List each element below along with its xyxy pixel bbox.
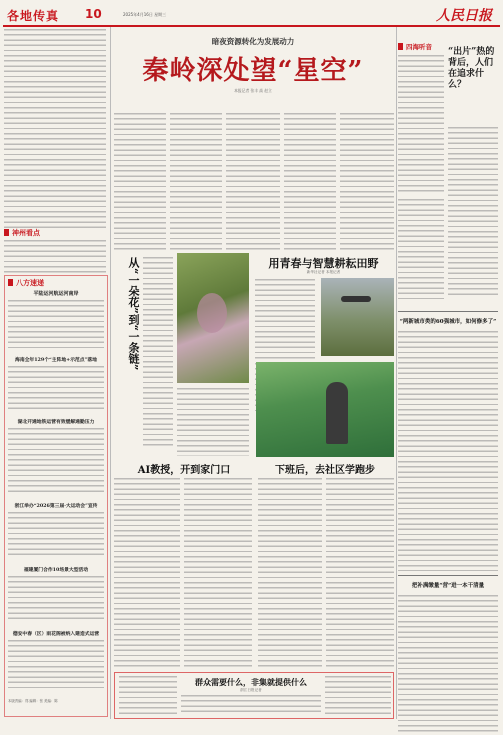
column-divider <box>110 27 111 719</box>
commentary2-text <box>398 595 498 735</box>
masthead <box>3 4 500 26</box>
page-number: 10 <box>85 7 102 21</box>
bottom-box <box>114 672 394 719</box>
brief-text <box>8 512 104 558</box>
footer-info: 本版责编：郑 编辑：张 美编：陈 <box>8 699 58 703</box>
commentary-title: “两新城市类的60强城市，如何修多了” <box>399 319 497 325</box>
greenhouse-photo <box>256 362 394 457</box>
flower-text <box>143 257 173 447</box>
main-title: 秦岭深处望“星空” <box>142 56 364 86</box>
intro-text <box>4 29 106 229</box>
brief-item <box>8 356 104 363</box>
main-headline-block <box>112 30 394 108</box>
photo-detail <box>197 293 227 333</box>
drone-photo <box>321 278 394 356</box>
flower-title: 从“一朵花”到“一条链” <box>127 257 140 371</box>
main-text-col <box>226 113 280 250</box>
left-column <box>4 27 110 717</box>
farm-text <box>255 279 315 359</box>
divider <box>398 311 498 312</box>
flower-text-2 <box>177 388 249 456</box>
brief-item <box>8 566 104 573</box>
ai-title: AI教授，开到家门口 <box>137 465 231 476</box>
main-text-col <box>114 113 166 250</box>
brief-title: 浙江举办“2026第三届·大运动会”宣传 <box>14 503 98 509</box>
shenzhou-header <box>4 227 106 238</box>
brief-item <box>8 630 104 637</box>
section-marker <box>398 43 403 50</box>
brief-title: 德安中春（区）雨花阁被纳入建造式运营 <box>12 631 100 637</box>
bafang-box <box>4 275 108 717</box>
main-text-col <box>340 113 394 250</box>
quote-text <box>448 127 498 297</box>
bottom-title: 群众需要什么，非集就提供什么 <box>195 677 307 687</box>
sihai-title: 四海听音 <box>406 43 432 51</box>
photo-person <box>326 382 348 444</box>
sihai-text <box>398 55 444 195</box>
shenzhou-text <box>4 240 106 273</box>
brief-text <box>8 640 104 692</box>
date-line: 2025年4月16日 星期三 <box>123 12 167 17</box>
sihai-text-2 <box>398 199 444 299</box>
brief-title: 湖北开通地铁运营有效缓解通勤压力 <box>17 419 95 425</box>
main-byline: 本报记者 张丰 高 赵立 <box>234 88 272 93</box>
school-text <box>326 478 394 668</box>
flower-photo <box>177 253 249 383</box>
brief-title: 福建厦门合作10场景大型活动 <box>23 567 89 573</box>
section-marker <box>8 279 13 286</box>
ai-text <box>184 478 252 668</box>
column-divider <box>396 27 397 719</box>
bottom-text <box>119 676 177 716</box>
main-text-col <box>284 113 336 250</box>
section-label: 各地传真 <box>7 9 60 23</box>
quote-title: “出片”热的背后，人们在追求什么？ <box>448 47 495 90</box>
main-kicker: 暗夜资源转化为发展动力 <box>211 37 295 46</box>
ai-text <box>114 478 180 668</box>
farm-title: 用青春与智慧耕耘田野 <box>268 257 379 270</box>
divider <box>398 575 498 576</box>
bafang-title: 八方速递 <box>16 279 44 287</box>
farm-byline: 新华社记者 本报记者 <box>306 270 341 274</box>
main-text-col <box>170 113 222 250</box>
commentary-text <box>398 331 498 571</box>
masthead-logo: 人民日报 <box>436 8 492 24</box>
brief-title: 平陆运河航运河南岸 <box>33 291 79 297</box>
drone-icon <box>341 296 371 302</box>
brief-title: 海南全年129个“主阵地+示范点”落地 <box>15 357 97 363</box>
commentary2-title: 把补满缴量“营”进一本干清量 <box>411 583 485 589</box>
brief-item <box>8 418 104 425</box>
right-column <box>398 27 500 717</box>
bottom-text <box>325 676 391 716</box>
brief-text <box>8 576 104 622</box>
shenzhou-title: 神州看点 <box>12 229 40 237</box>
brief-item <box>8 290 104 297</box>
brief-item <box>8 502 104 509</box>
brief-text <box>8 366 104 412</box>
brief-text <box>8 300 104 350</box>
school-text <box>258 478 322 668</box>
flower-feature <box>113 253 175 453</box>
bottom-text <box>181 695 321 715</box>
bottom-byline: 浙江日报记者 <box>240 688 262 692</box>
school-title: 下班后，去社区学跑步 <box>275 465 375 476</box>
brief-text <box>8 428 104 494</box>
section-marker <box>4 229 9 236</box>
